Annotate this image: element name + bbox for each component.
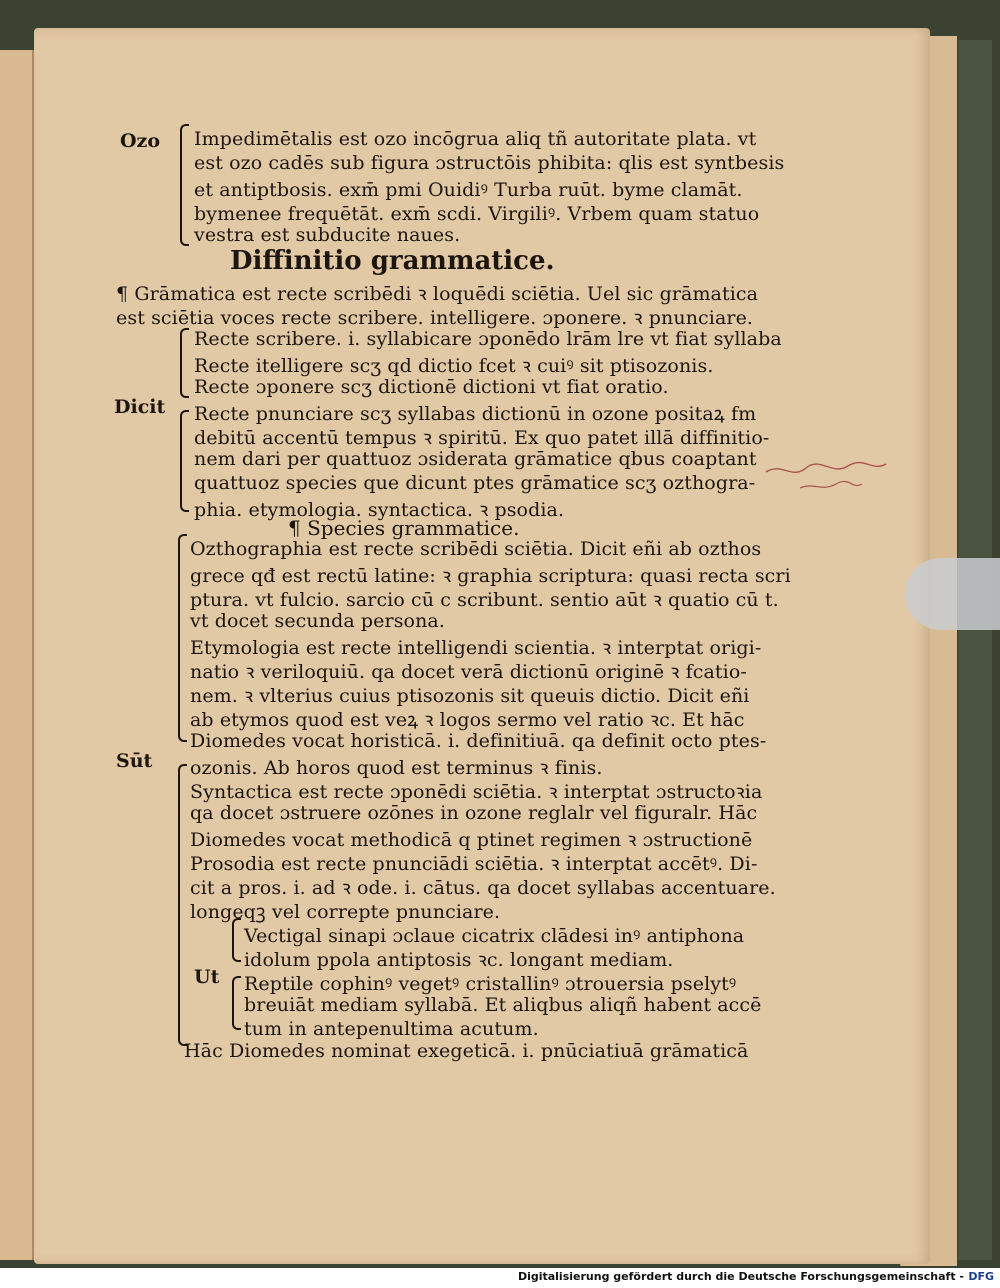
text-line: est sciētia voces recte scribere. intelligere. ɔponere. ꝛ pnunciare. <box>116 307 754 329</box>
text-line: grece qđ est rectū latine: ꝛ graphia scriptura: quasi recta scri <box>190 565 791 587</box>
footer-credit: Digitalisierung gefördert durch die Deutsche Forschungsgemeinschaft - <box>517 1270 964 1283</box>
text-line: bymenee frequētāt. exm̄ scdi. Virgiliꝰ. Vrbem quam statuo <box>194 203 760 225</box>
text-line: ozonis. Ab horos quod est terminus ꝛ finis. <box>190 757 603 779</box>
margin-note-ut: Ut <box>194 966 220 988</box>
text-line: Prosodia est recte pnunciādi sciētia. ꝛ interptat accētꝰ. Di- <box>190 853 758 875</box>
page-clip <box>905 558 1000 630</box>
text-line: ¶ Grāmatica est recte scribēdi ꝛ loquēdi sciētia. Uel sic grāmatica <box>116 283 759 305</box>
text-line: Recte itelligere scʒ qd dictio fcet ꝛ cuiꝰ sit ptisozonis. <box>194 355 714 377</box>
text-line: Hāc Diomedes nominat exegeticā. i. pnūciatiuā grāmaticā <box>184 1040 749 1062</box>
brace-dicit-top <box>180 328 189 398</box>
text-line: Reptile cophinꝰ vegetꝰ cristallinꝰ ɔtrouersia pselytꝰ <box>244 973 737 995</box>
brace-species-bottom <box>178 764 187 1046</box>
text-line: nem dari per quattuoz ɔsiderata grāmatice qbus coaptant <box>194 448 757 470</box>
text-line: tum in antepenultima acutum. <box>244 1018 539 1040</box>
margin-note-ozo: Ozo <box>120 130 161 152</box>
text-line: natio ꝛ veriloquiū. qa docet verā dictionū originē ꝛ fcatio- <box>190 661 747 683</box>
dfg-logo: DFG <box>968 1270 994 1283</box>
left-page-edge <box>0 50 34 1260</box>
text-line: Impedimētalis est ozo incōgrua aliq tñ autoritate plata. vt <box>194 128 757 150</box>
text-line: phia. etymologia. syntactica. ꝛ psodia. <box>194 499 565 521</box>
text-line: quattuoz species que dicunt ptes grāmatice scʒ ozthogra- <box>194 472 756 494</box>
text-line: vestra est subducite naues. <box>194 224 461 246</box>
text-line: ptura. vt fulcio. sarcio cū c scribunt. sentio aūt ꝛ quatio cū t. <box>190 589 779 611</box>
text-line: Ozthographia est recte scribēdi sciētia. Dicit eñi ab ozthos <box>190 538 762 560</box>
brace-species-top <box>178 534 187 742</box>
cover-edge <box>958 40 992 1260</box>
text-line: Syntactica est recte ɔponēdi sciētia. ꝛ interptat ɔstructoꝛia <box>190 781 763 803</box>
text-line: debitū accentū tempus ꝛ spiritū. Ex quo patet illā diffinitio- <box>194 427 770 449</box>
text-line: Diomedes vocat methodicā q ptinet regimen ꝛ ɔstructionē <box>190 829 753 851</box>
brace-ut-top <box>232 918 241 962</box>
text-line: longeqꝫ vel correpte pnunciare. <box>190 901 501 923</box>
section-subtitle: ¶ Species grammatice. <box>288 516 520 540</box>
text-line: Etymologia est recte intelligendi scientia. ꝛ interptat origi- <box>190 637 762 659</box>
margin-note-sunt: Sūt <box>116 750 153 772</box>
handwritten-marginalia <box>762 458 892 498</box>
text-line: Recte scribere. i. syllabicare ɔponēdo lrām lre vt fiat syllaba <box>194 328 782 350</box>
text-line: nem. ꝛ vlterius cuius ptisozonis sit queuis dictio. Dicit eñi <box>190 685 750 707</box>
text-line: cit a pros. i. ad ꝛ ode. i. cātus. qa docet syllabas accentuare. <box>190 877 776 899</box>
text-line: Diomedes vocat horisticā. i. definitiuā. qa definit octo ptes- <box>190 730 767 752</box>
text-line: vt docet secunda persona. <box>190 610 445 632</box>
margin-note-dicit: Dicit <box>114 396 166 418</box>
text-line: qa docet ɔstruere ozōnes in ozone reglalr vel figuralr. Hāc <box>190 802 758 824</box>
text-line: ab etymos quod est veꝝ ꝛ logos sermo vel ratio ꝛc. Et hāc <box>190 709 745 731</box>
section-title: Diffinitio grammatice. <box>230 246 555 276</box>
footer-bar <box>0 1268 1000 1288</box>
text-line: Recte ɔponere scʒ dictionē dictioni vt fiat oratio. <box>194 376 669 398</box>
brace-dicit-bottom <box>180 410 189 512</box>
text-line: et antiptbosis. exm̄ pmi Ouidiꝰ Turba ruūt. byme clamāt. <box>194 179 743 201</box>
brace-ut-bottom <box>232 976 241 1030</box>
book-page <box>34 28 930 1264</box>
brace-ozo <box>180 124 189 246</box>
text-line: Recte pnunciare scʒ syllabas dictionū in ozone positaꝝ fm <box>194 403 757 425</box>
text-line: est ozo cadēs sub figura ɔstructōis phibita: qlis est syntbesis <box>194 152 785 174</box>
text-line: idolum ppola antiptosis ꝛc. longant mediam. <box>244 949 674 971</box>
text-line: breuiāt mediam syllabā. Et aliqbus aliqñ habent accē <box>244 994 762 1016</box>
text-line: Vectigal sinapi ɔclaue cicatrix clādesi inꝰ antiphona <box>244 925 745 947</box>
